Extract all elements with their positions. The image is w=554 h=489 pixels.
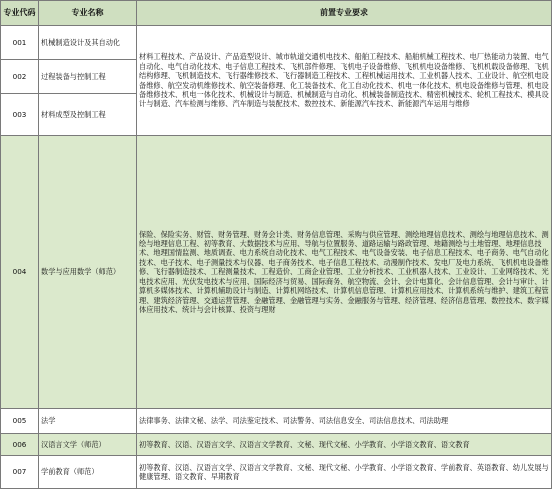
row-name: 法学 <box>39 409 137 434</box>
requirements-text: 材料工程技术、产品设计、产品造型设计、城市轨道交通机电技术、船舶工程技术、船舶机械工程技术、电厂热能动力装置、电气自动化、电气自动化技术、电子信息工程技术、飞机部件修理、飞机电子设备维修、飞机机电设备维修、飞机机载设备修理、飞机结构修理、飞机制造技术、飞行器维修技术、飞行器制造工程技术、工程机械运用技术、工业机器人技术、工业设计、航空机电设备维修、航空发动机维修技术、航空装备修理、化工装备技术、化工自动化技术、机电一体化技术、机电设备维修与管理、机电设备维修技术、机电一体化技术、机械设计与制造、机械制造与自动化、机械装备制造技术、精密机械技术、轮机工程技术、模具设计与制造、汽车检测与维修、汽车制造与装配技术、数控技术、新能源汽车技术、新能源汽车运用与维修 <box>139 52 549 109</box>
row-requirements: 初等教育、汉语、汉语言文学、汉语言文学教育、文秘、现代文秘、小学教育、小学语文教育、学前教育、英语教育、幼儿发展与健康管理、语文教育、早期教育 <box>137 456 552 489</box>
row-code: 002 <box>1 60 39 94</box>
row-code: 007 <box>1 456 39 489</box>
row-requirements <box>137 136 552 409</box>
row-name: 机械制造设计及其自动化 <box>39 26 137 60</box>
header-requirements: 前置专业要求 <box>137 1 552 26</box>
table-header-row <box>1 1 552 26</box>
table-row <box>1 409 552 434</box>
table-row <box>1 434 552 456</box>
row-name: 汉语言文学（师范） <box>39 434 137 456</box>
requirements-text: 保险、保险实务、财管、财务管理、财务会计类、财务信息管理、采购与供应管理、测绘地理信息技术、测绘与地理信息技术、测绘与地理信息工程、初等教育、大数据技术与应用、导航与位置服务、道路运输与路政管理、地籍测绘与土地管理、地理信息技术、地理国情监测、地质调查、电力系统自动化技术、电气工程技术、电气设备安装、电子信息工程技术、电子商务、电气自动化技术、电子技术、电子测量技术与仪器、电子商务技术、电子信息工程技术、动漫制作技术、发电厂及电力系统、飞机机电设备维修、飞行器制造技术、工程测量技术、工程造价、工商企业管理、工业分析技术、工业机器人技术、工业设计、工业网络技术、光电技术应用、光伏发电技术与应用、国际经济与贸易、国际商务、航空物流、会计、会计电算化、会计信息管理、会计与审计、计算机多媒体技术、计算机辅助设计与制造、计算机网络技术、计算机信息管理、计算机应用技术、计算机系统与维护、建筑工程管理、建筑经济管理、交通运营管理、金融管理、金融管理与实务、金融服务与管理、经济管理、经济信息管理、数控技术、数字媒体应用技术、统计与会计核算、投资与理财 <box>139 229 549 314</box>
row-requirements: 法律事务、法律文秘、法学、司法鉴定技术、司法警务、司法信息安全、司法信息技术、司法助理 <box>137 409 552 434</box>
row-name: 学前教育（师范） <box>39 456 137 489</box>
row-requirements: 初等教育、汉语、汉语言文学、汉语言文学教育、文秘、现代文秘、小学教育、小学语文教育、语文教育 <box>137 434 552 456</box>
row-requirements <box>137 26 552 136</box>
header-name: 专业名称 <box>39 1 137 26</box>
row-code: 005 <box>1 409 39 434</box>
row-name: 数学与应用数学（师范） <box>39 136 137 409</box>
table-row <box>1 26 552 60</box>
table-row <box>1 456 552 489</box>
row-code: 006 <box>1 434 39 456</box>
header-code: 专业代码 <box>1 1 39 26</box>
row-code: 003 <box>1 94 39 136</box>
row-code: 004 <box>1 136 39 409</box>
table-row <box>1 136 552 409</box>
row-name: 材料成型及控制工程 <box>39 94 137 136</box>
row-code: 001 <box>1 26 39 60</box>
row-name: 过程装备与控制工程 <box>39 60 137 94</box>
